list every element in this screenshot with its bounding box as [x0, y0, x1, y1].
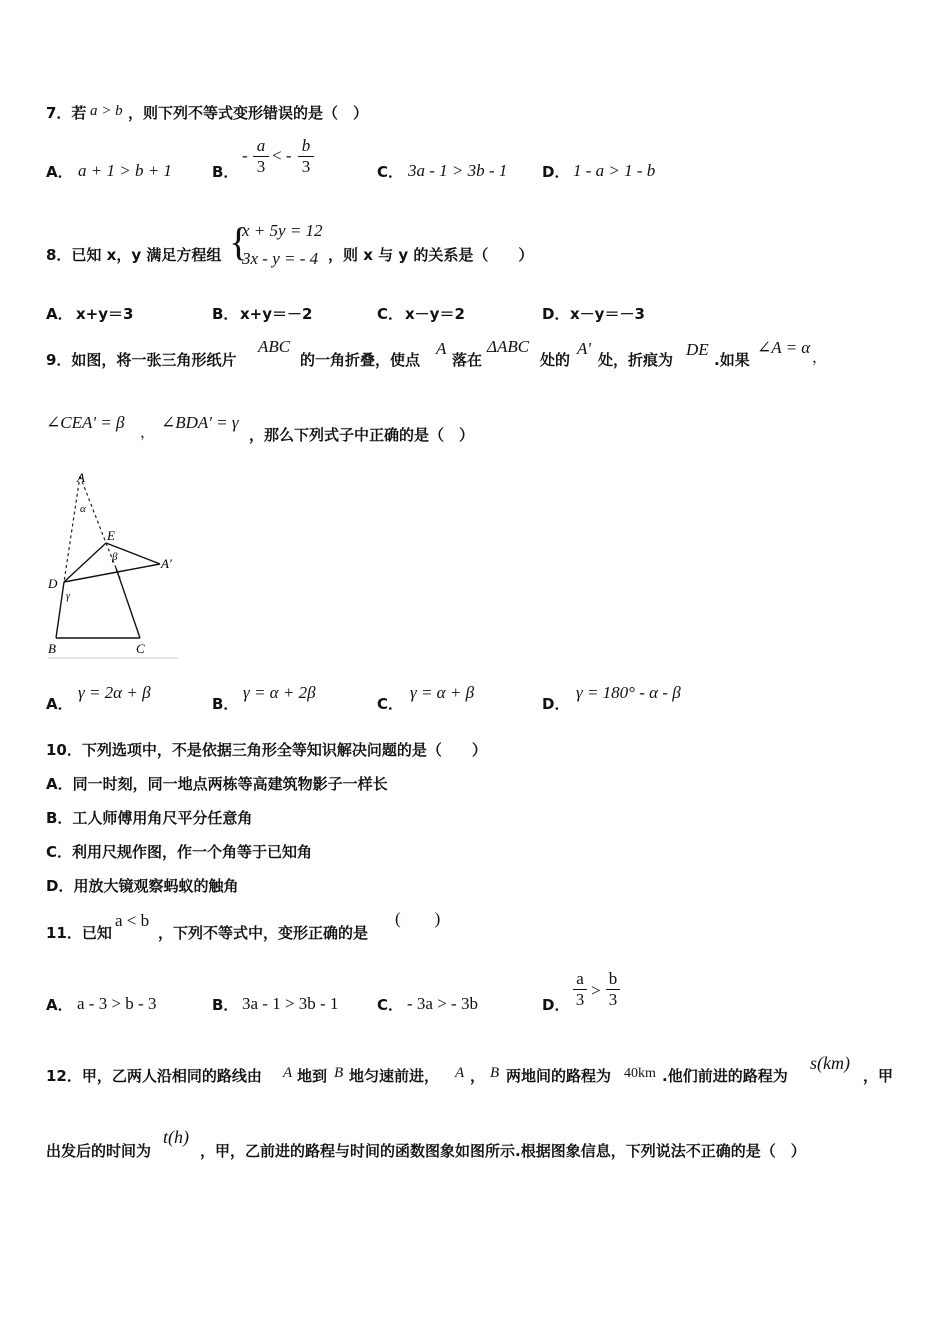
q8-equation-2: 3x - y = - 4	[242, 249, 319, 268]
q11-condition: a < b	[115, 911, 150, 930]
q9-fig-dashed-ad	[64, 476, 80, 582]
q12-line2-end: ，甲，乙前进的路程与时间的函数图象如图所示.根据图象信息，下列说法不正确的是（ ）	[200, 1142, 806, 1160]
q11-option-c-label: C．	[377, 996, 404, 1014]
q10-option-b: B．工人师傅用角尺平分任意角	[46, 809, 253, 827]
q10-stem: 10．下列选项中，不是依据三角形全等知识解决问题的是（ ）	[46, 741, 487, 759]
q8-system-brace: {	[229, 219, 249, 264]
q7-condition: a > b	[90, 103, 123, 119]
q11-option-b-expr: 3a - 1 > 3b - 1	[242, 994, 339, 1013]
q9-fig-label-e: E	[107, 528, 115, 543]
q9-fig-label-a: A	[77, 470, 85, 485]
q7-option-d-label: D．	[542, 163, 570, 181]
q8-option-a-text: x+y＝3	[76, 305, 134, 323]
q9-fig-label-d: D	[48, 576, 58, 591]
q9-text-7: ，那么下列式子中正确的是（ ）	[249, 426, 475, 444]
q9-fold-de: DE	[686, 340, 709, 359]
q7-option-b-middle: < -	[272, 146, 292, 165]
q8-stem-end: ，则 x 与 y 的关系是（ ）	[328, 246, 534, 264]
q9-comma-2: ，	[140, 423, 156, 441]
q11-option-a-label: A．	[46, 996, 73, 1014]
q9-fig-label-gamma: γ	[66, 591, 70, 602]
q7-option-b-fraction-b: b 3	[298, 137, 314, 176]
q11-stem-start: 11．已知	[46, 924, 112, 942]
q11-option-d-fraction-a: a 3	[573, 970, 587, 1009]
q11-option-d-fraction-b: b 3	[606, 970, 620, 1009]
q9-abc: ABC	[258, 337, 291, 356]
q9-fig-label-alpha: α	[80, 503, 86, 515]
q9-text-2: 的一角折叠，使点	[300, 351, 421, 369]
q9-text-6: .如果	[714, 351, 750, 369]
q7-option-d-expr: 1 - a > 1 - b	[573, 161, 656, 180]
q12-point-a: A	[283, 1065, 293, 1081]
q9-option-d-label: D．	[542, 695, 570, 713]
q9-option-b-expr: γ = α + 2β	[243, 683, 316, 702]
q8-option-b-label: B．	[212, 305, 239, 323]
q9-fig-line-de	[64, 543, 106, 582]
q12-text-6: .他们前进的路程为	[662, 1067, 788, 1085]
q11-answer-paren: ( )	[395, 909, 441, 928]
q9-fig-label-a-prime: A′	[161, 556, 172, 571]
q12-text-5: 两地间的路程为	[506, 1067, 612, 1085]
q9-fig-label-c: C	[136, 641, 145, 656]
q12-text-4: ，	[470, 1067, 486, 1085]
q9-text-4: 处的	[540, 351, 571, 369]
q9-fig-line-ec	[116, 568, 140, 638]
q8-option-c-text: x－y＝2	[405, 305, 465, 323]
q11-option-d-middle: >	[591, 981, 601, 1000]
q7-stem-start: 7．若	[46, 104, 87, 122]
q7-option-b-fraction-a: a 3	[253, 137, 269, 176]
q9-option-d-expr: γ = 180° - α - β	[576, 683, 681, 702]
q7-option-c-expr: 3a - 1 > 3b - 1	[408, 161, 508, 180]
q9-fig-label-beta: β	[112, 551, 118, 563]
q11-option-d-label: D．	[542, 996, 570, 1014]
q10-option-a: A．同一时刻，同一地点两栋等高建筑物影子一样长	[46, 775, 388, 793]
q12-point-b: B	[334, 1065, 344, 1081]
q9-option-a-label: A．	[46, 695, 73, 713]
q9-comma: ，	[812, 348, 828, 366]
q11-option-b-label: B．	[212, 996, 239, 1014]
q9-option-a-expr: γ = 2α + β	[78, 683, 151, 702]
q12-distance: 40km	[624, 1066, 656, 1081]
q12-point-b2: B	[490, 1065, 500, 1081]
q9-point-a: A	[436, 339, 447, 358]
q11-stem-end: ，下列不等式中，变形正确的是	[158, 924, 369, 942]
q7-option-a-label: A．	[46, 163, 73, 181]
q12-point-a2: A	[455, 1065, 465, 1081]
q9-option-b-label: B．	[212, 695, 239, 713]
q9-triangle-abc: ΔABC	[487, 337, 530, 356]
q8-stem-start: 8．已知 x，y 满足方程组	[46, 246, 222, 264]
q10-option-d: D．用放大镜观察蚂蚁的触角	[46, 877, 239, 895]
q9-angle-bda: ∠BDA' = γ	[161, 413, 239, 432]
q7-option-c-label: C．	[377, 163, 404, 181]
q9-angle-a: ∠A = α	[757, 338, 811, 357]
q8-equation-1: x + 5y = 12	[242, 221, 323, 240]
q9-text-3: 落在	[452, 351, 483, 369]
q12-distance-symbol: s(km)	[810, 1053, 850, 1073]
q9-text-1: 9．如图，将一张三角形纸片	[46, 351, 237, 369]
q12-text-2: 地到	[297, 1067, 328, 1085]
q9-angle-cea: ∠CEA' = β	[46, 413, 125, 432]
q12-text-3: 地匀速前进，	[349, 1067, 440, 1085]
q7-option-b-label: B．	[212, 163, 239, 181]
q9-text-5: 处，折痕为	[598, 351, 674, 369]
q9-fig-label-b: B	[48, 641, 56, 656]
q8-option-a-label: A．	[46, 305, 73, 323]
q9-triangle-figure	[44, 468, 184, 664]
q8-option-d-text: x－y＝－3	[570, 305, 645, 323]
q12-text-1: 12．甲，乙两人沿相同的路线由	[46, 1067, 262, 1085]
q11-option-c-expr: - 3a > - 3b	[407, 994, 478, 1013]
q7-stem-end: ，则下列不等式变形错误的是（ ）	[128, 104, 369, 122]
q11-option-a-expr: a - 3 > b - 3	[77, 994, 157, 1013]
q12-line2-start: 出发后的时间为	[46, 1142, 152, 1160]
q8-option-d-label: D．	[542, 305, 570, 323]
q9-option-c-label: C．	[377, 695, 404, 713]
q8-option-c-label: C．	[377, 305, 404, 323]
q7-option-b-minus: -	[242, 146, 248, 165]
q9-option-c-expr: γ = α + β	[410, 683, 475, 702]
q7-option-a-expr: a + 1 > b + 1	[78, 161, 172, 180]
q10-option-c: C．利用尺规作图，作一个角等于已知角	[46, 843, 313, 861]
q9-fig-line-da	[64, 564, 160, 582]
q9-point-a-prime: A'	[577, 339, 592, 358]
q12-text-7: ，甲	[863, 1067, 894, 1085]
q12-time-symbol: t(h)	[163, 1127, 189, 1147]
q8-option-b-text: x+y＝－2	[240, 305, 313, 323]
